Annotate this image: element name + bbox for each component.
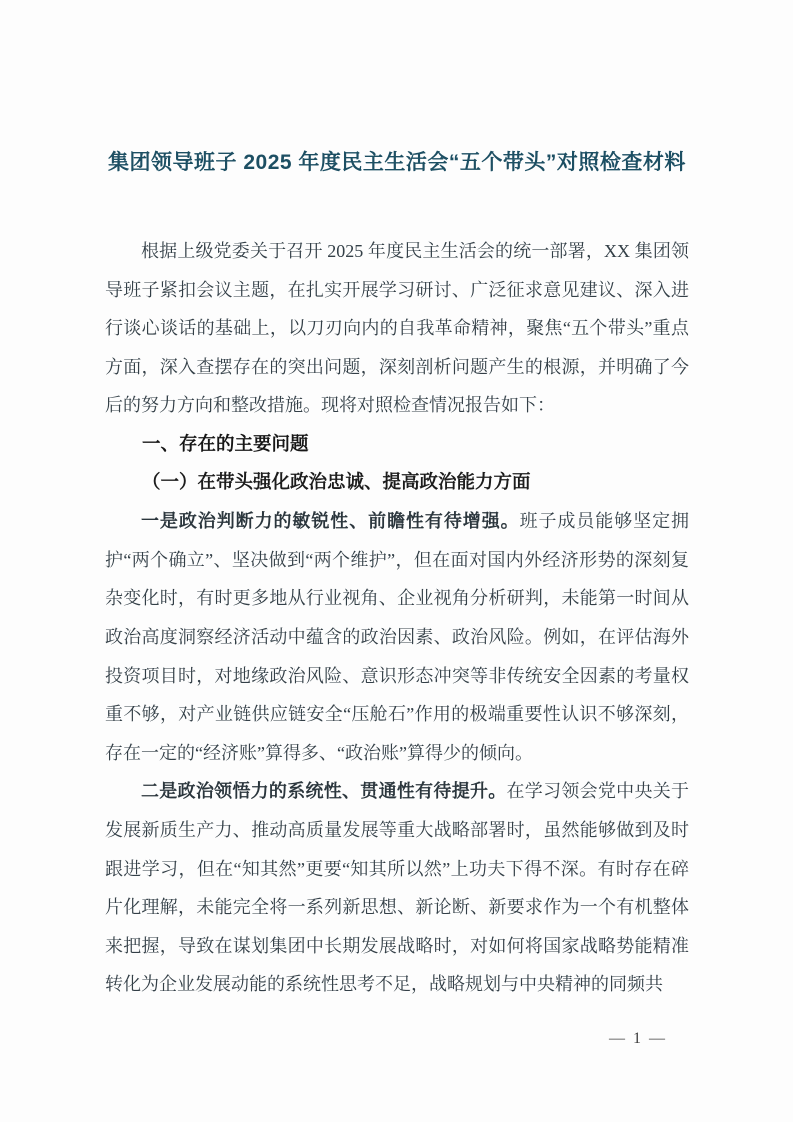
document-title: 集团领导班子 2025 年度民主生活会“五个带头”对照检查材料 — [108, 151, 686, 174]
point-1-paragraph — [105, 502, 689, 772]
document-content — [105, 148, 689, 1004]
section-1-heading: 一、存在的主要问题 — [142, 432, 309, 454]
intro-paragraph-text: 根据上级党委关于召开 2025 年度民主生活会的统一部署，XX 集团领导班子紧扣会议主题，在扎实开展学习研讨、广泛征求意见建议、深入进行谈心谈话的基础上，以刀刃向内的自我革命精神，聚焦“五个带头”重点方面，深入查摆存在的突出问题，深刻剖析问题产生的根源，并明确了今后的努力方向和整改措施。现将对照检查情况报告如下： — [105, 241, 689, 416]
point-2-lead: 二是政治领悟力的系统性、贯通性有待提升。 — [141, 781, 507, 802]
point-1-text: 班子成员能够坚定拥护“两个确立”、坚决做到“两个维护”，但在面对国内外经济形势的深刻复杂变化时，有时更多地从行业视角、企业视角分析研判，未能第一时间从政治高度洞察经济活动中蕴含的政治因素、政治风险。例如，在评估海外投资项目时，对地缘政治风险、意识形态冲突等非传统安全因素的考量权重不够，对产业链供应链安全“压舱石”作用的极端重要性认识不够深刻，存在一定的“经济账”算得多、“政治账”算得少的倾向。 — [105, 511, 690, 763]
point-1-lead: 一是政治判断力的敏锐性、前瞻性有待增强。 — [141, 511, 520, 532]
point-2-text: 在学习领会党中央关于发展新质生产力、推动高质量发展等重大战略部署时，虽然能够做到及时跟进学习，但在“知其然”更要“知其所以然”上功夫下得不深。有时存在碎片化理解，未能完全将一系列新思想、新论断、新要求作为一个有机整体来把握，导致在谋划集团中长期发展战略时，对如何将国家战略势能精准转化为企业发展动能的系统性思考不足，战略规划与中央精神的同频共 — [105, 781, 689, 995]
page-number: — 1 — — [609, 1030, 667, 1047]
subsection-1-1-heading: （一）在带头强化政治忠诚、提高政治能力方面 — [142, 472, 531, 493]
intro-paragraph — [105, 232, 689, 425]
point-2-paragraph — [105, 772, 689, 1004]
